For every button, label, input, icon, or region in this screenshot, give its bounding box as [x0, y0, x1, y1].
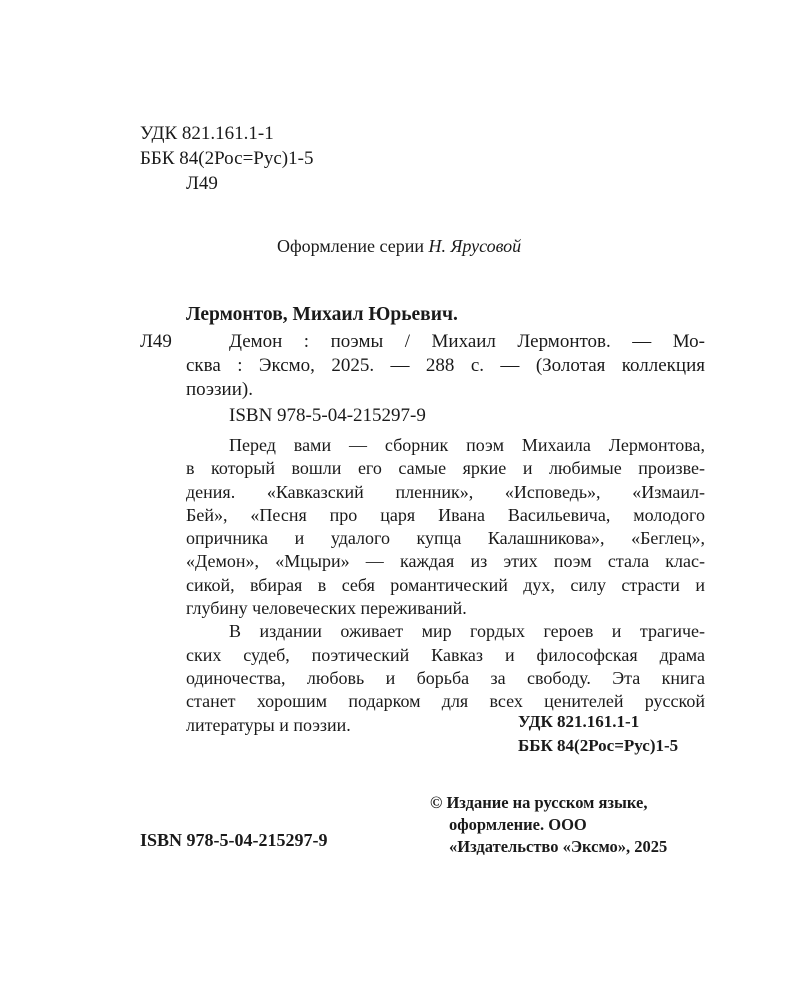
annotation-line: сикой, вбирая в себя романтический дух, силу страсти и [186, 574, 705, 595]
annotation-line: «Демон», «Мцыри» — каждая из этих поэм стала клас- [186, 551, 705, 572]
description-line: сква : Эксмо, 2025. — 288 с. — (Золотая коллекция [186, 355, 705, 376]
author-mark-top: Л49 [186, 173, 218, 194]
udk-code-bottom: УДК 821.161.1-1 [518, 712, 640, 731]
series-design-label: Оформление серии [277, 236, 424, 256]
annotation-line: ских судеб, поэтический Кавказ и философская драма [186, 644, 705, 665]
copyright-line: «Издательство «Эксмо», 2025 [449, 837, 668, 856]
author-mark-record: Л49 [140, 331, 172, 352]
annotation-line: литературы и поэзии. [186, 714, 351, 735]
series-designer-name: Н. Ярусовой [428, 236, 522, 256]
copyright-line: оформление. ООО [449, 815, 587, 834]
annotation-line: Бей», «Песня про царя Ивана Васильевича, молодого [186, 504, 705, 525]
series-design-credit [277, 235, 521, 258]
annotation-line: глубину человеческих переживаний. [186, 598, 467, 619]
description-line: Демон : поэмы / Михаил Лермонтов. — Мо- [229, 331, 705, 352]
copyright-line: © Издание на русском языке, [430, 793, 648, 812]
annotation-line: Перед вами — сборник поэм Михаила Лермонтова, [229, 435, 705, 455]
annotation-line: в который вошли его самые яркие и любимые произве- [186, 458, 705, 479]
annotation-line: одиночества, любовь и борьба за свободу. Эта книга [186, 667, 705, 688]
record-isbn: ISBN 978-5-04-215297-9 [229, 405, 426, 426]
bbk-code-bottom: ББК 84(2Рос=Рус)1-5 [518, 736, 679, 755]
udk-code-top: УДК 821.161.1-1 [140, 123, 274, 144]
record-author: Лермонтов, Михаил Юрьевич. [186, 304, 458, 325]
annotation [186, 434, 705, 737]
annotation-line: В издании оживает мир гордых героев и трагиче- [229, 621, 705, 642]
annotation-line: дения. «Кавказский пленник», «Исповедь», «Измаил- [186, 481, 705, 502]
bibliographic-description [186, 330, 705, 402]
description-line: поэзии). [186, 379, 253, 400]
bbk-code-top: ББК 84(2Рос=Рус)1-5 [140, 148, 314, 169]
copyright-notice [430, 792, 710, 858]
annotation-line: опричника и удалого купца Калашникова», «Беглец», [186, 528, 705, 549]
footer-isbn: ISBN 978-5-04-215297-9 [140, 830, 328, 850]
annotation-line: станет хорошим подарком для всех ценителей русской [186, 691, 705, 712]
